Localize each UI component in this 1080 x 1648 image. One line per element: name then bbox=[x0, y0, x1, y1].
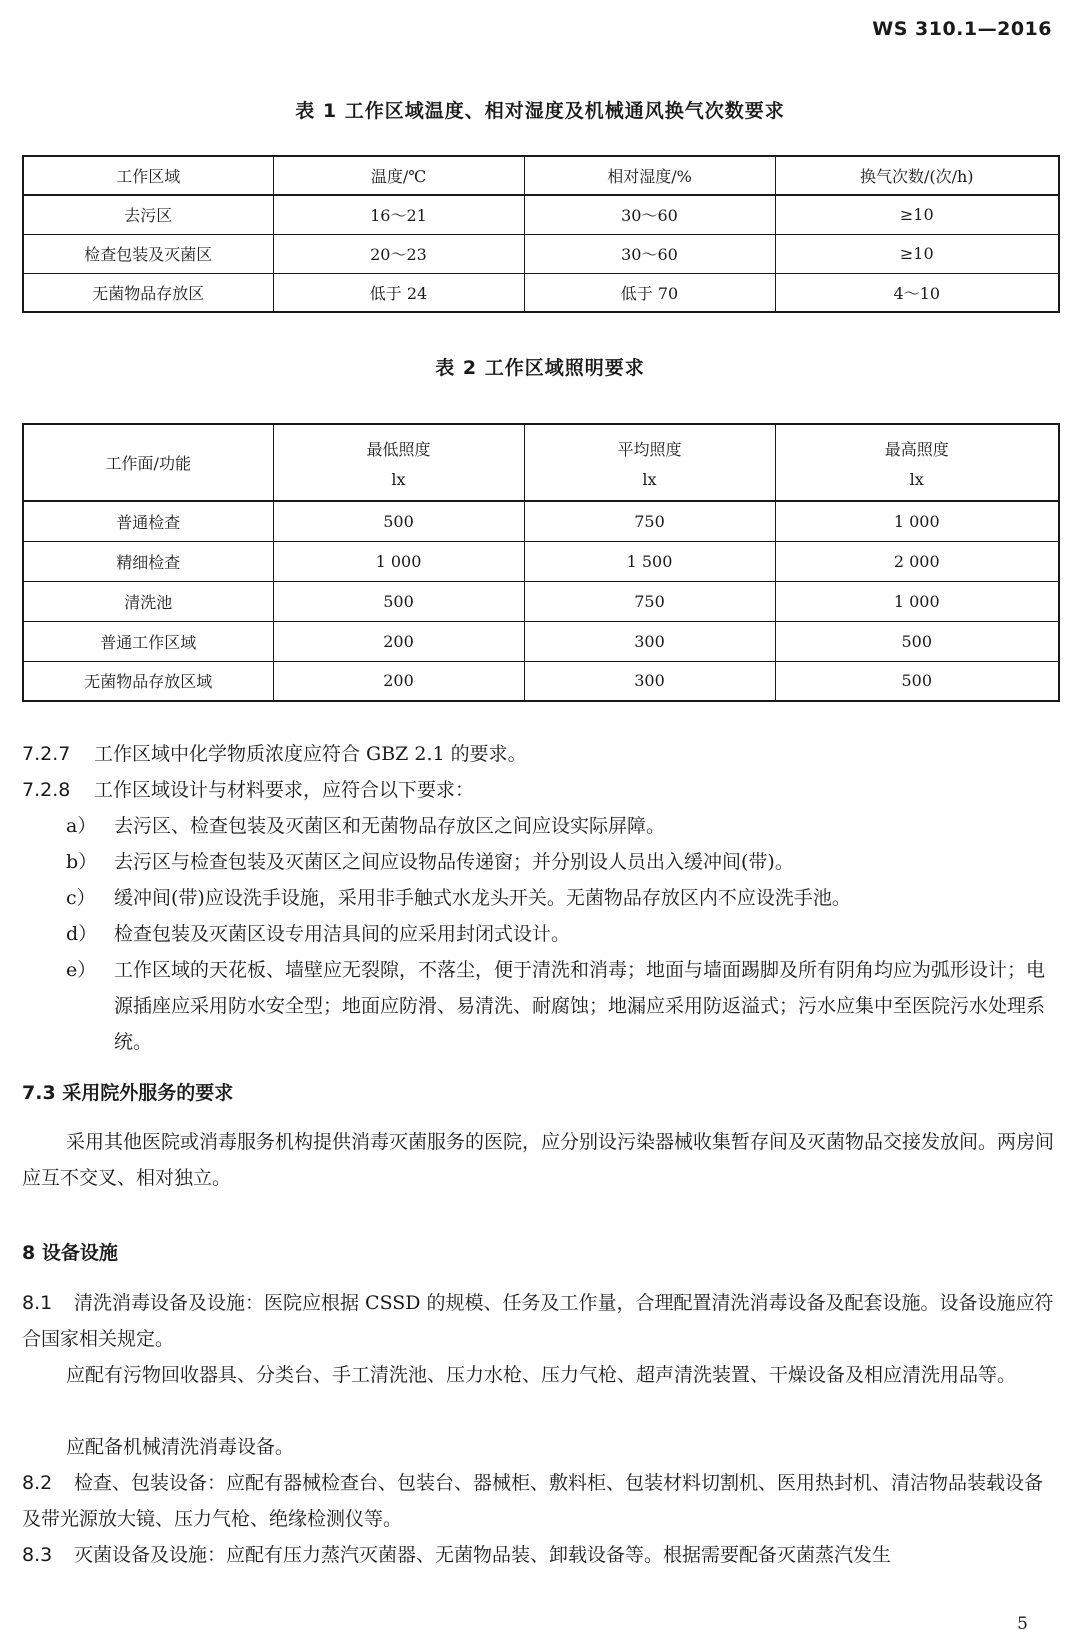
table-cell: 低于 24 bbox=[273, 273, 524, 312]
clause-8-1-para-2: 应配备机械清洗消毒设备。 bbox=[66, 1436, 295, 1458]
list-item-label: a） bbox=[66, 815, 97, 837]
table1 bbox=[22, 155, 1060, 313]
table-cell: 750 bbox=[524, 581, 775, 621]
clause-text: 工作区域中化学物质浓度应符合 GBZ 2.1 的要求。 bbox=[94, 743, 527, 765]
table-cell: 去污区 bbox=[23, 195, 273, 234]
table-cell: 500 bbox=[775, 621, 1059, 661]
table-cell: 200 bbox=[273, 661, 524, 701]
list-item-text: 缓冲间(带)应设洗手设施，采用非手触式水龙头开关。无菌物品存放区内不应设洗手池。 bbox=[114, 887, 851, 909]
table-header-cell: 工作区域 bbox=[23, 156, 273, 195]
table-header-cell bbox=[775, 424, 1059, 501]
table-cell: 200 bbox=[273, 621, 524, 661]
table-row bbox=[23, 273, 1059, 312]
section-8-title: 8 设备设施 bbox=[22, 1242, 118, 1264]
table-header-cell: 换气次数/(次/h) bbox=[775, 156, 1059, 195]
table-cell: 500 bbox=[273, 581, 524, 621]
header-unit: lx bbox=[642, 469, 657, 489]
table-cell: 检查包装及灭菌区 bbox=[23, 234, 273, 273]
clause-text: 检查、包装设备：应配有器械检查台、包装台、器械柜、敷料柜、包装材料切割机、医用热封机、清洁物品装载设备及带光源放大镜、压力气枪、绝缘检测仪等。 bbox=[22, 1472, 1044, 1530]
clause-number: 7.2.8 bbox=[22, 779, 71, 801]
table-cell: 清洗池 bbox=[23, 581, 273, 621]
section-7-3-title: 7.3 采用院外服务的要求 bbox=[22, 1082, 234, 1104]
table-cell: 20～23 bbox=[273, 234, 524, 273]
table2 bbox=[22, 423, 1060, 702]
section-7-3-body: 采用其他医院或消毒服务机构提供消毒灭菌服务的医院，应分别设污染器械收集暂存间及灭菌物品交接发放间。两房间应互不交叉、相对独立。 bbox=[22, 1131, 1055, 1189]
list-item-label: e） bbox=[66, 959, 97, 981]
list-item bbox=[66, 808, 1058, 844]
table-cell: 500 bbox=[273, 501, 524, 541]
clause-number: 8.3 bbox=[22, 1544, 53, 1566]
list-item bbox=[66, 844, 1058, 880]
clause-text: 清洗消毒设备及设施：医院应根据 CSSD 的规模、任务及工作量，合理配置清洗消毒设备及配套设施。设备设施应符合国家相关规定。 bbox=[22, 1292, 1054, 1350]
header-unit: lx bbox=[391, 469, 406, 489]
page-number: 5 bbox=[1017, 1614, 1028, 1634]
table1-caption: 表 1 工作区域温度、相对湿度及机械通风换气次数要求 bbox=[295, 100, 785, 122]
table-cell: 无菌物品存放区 bbox=[23, 273, 273, 312]
clause-7-2-7 bbox=[22, 736, 1058, 772]
list-item-label: c） bbox=[66, 887, 96, 909]
table-row bbox=[23, 621, 1059, 661]
list-item-text: 工作区域的天花板、墙壁应无裂隙，不落尘，便于清洗和消毒；地面与墙面踢脚及所有阴角均应为弧形设计；电源插座应采用防水安全型；地面应防滑、易清洗、耐腐蚀；地漏应采用防返溢式；污水应集中至医院污水处理系统。 bbox=[114, 959, 1046, 1053]
table-cell: 低于 70 bbox=[524, 273, 775, 312]
table-row bbox=[23, 195, 1059, 234]
clause-number: 8.1 bbox=[22, 1292, 53, 1314]
table-cell: 500 bbox=[775, 661, 1059, 701]
clause-number: 7.2.7 bbox=[22, 743, 71, 765]
table-cell: 30～60 bbox=[524, 234, 775, 273]
table-cell: 750 bbox=[524, 501, 775, 541]
list-item bbox=[66, 916, 1058, 952]
table-cell: 1 000 bbox=[775, 581, 1059, 621]
clause-8-3 bbox=[22, 1537, 1058, 1573]
clause-number: 8.2 bbox=[22, 1472, 53, 1494]
header-label: 平均照度 bbox=[617, 439, 682, 459]
document-code: WS 310.1—2016 bbox=[872, 18, 1052, 40]
clause-8-1-para-1: 应配有污物回收器具、分类台、手工清洗池、压力水枪、压力气枪、超声清洗装置、干燥设备及相应清洗用品等。 bbox=[66, 1364, 1017, 1386]
clause-text: 工作区域设计与材料要求，应符合以下要求： bbox=[94, 779, 475, 801]
list-item-label: d） bbox=[66, 923, 98, 945]
table-header-cell bbox=[524, 424, 775, 501]
list-item-text: 去污区、检查包装及灭菌区和无菌物品存放区之间应设实际屏障。 bbox=[114, 815, 666, 837]
table-cell: ≥10 bbox=[775, 195, 1059, 234]
table-cell: 1 000 bbox=[273, 541, 524, 581]
clause-8-2 bbox=[22, 1465, 1058, 1537]
table-cell: 1 500 bbox=[524, 541, 775, 581]
table-header-cell bbox=[273, 424, 524, 501]
table-row bbox=[23, 234, 1059, 273]
list-item-text: 去污区与检查包装及灭菌区之间应设物品传递窗；并分别设人员出入缓冲间(带)。 bbox=[114, 851, 794, 873]
table-cell: 300 bbox=[524, 621, 775, 661]
table-row bbox=[23, 661, 1059, 701]
table-cell: 300 bbox=[524, 661, 775, 701]
table-cell: 2 000 bbox=[775, 541, 1059, 581]
list-item bbox=[66, 952, 1058, 1060]
table-cell: 4～10 bbox=[775, 273, 1059, 312]
list-item-label: b） bbox=[66, 851, 98, 873]
table2-caption: 表 2 工作区域照明要求 bbox=[435, 357, 645, 379]
table-header-row bbox=[23, 424, 1059, 501]
clause-8-1 bbox=[22, 1285, 1058, 1357]
list-item-text: 检查包装及灭菌区设专用洁具间的应采用封闭式设计。 bbox=[114, 923, 571, 945]
table-cell: 无菌物品存放区域 bbox=[23, 661, 273, 701]
header-label: 最高照度 bbox=[884, 439, 949, 459]
table-header-cell: 温度/℃ bbox=[273, 156, 524, 195]
table-header-row bbox=[23, 156, 1059, 195]
table-header-cell bbox=[23, 424, 273, 501]
table-row bbox=[23, 541, 1059, 581]
clause-text: 灭菌设备及设施：应配有压力蒸汽灭菌器、无菌物品装、卸载设备等。根据需要配备灭菌蒸汽发生 bbox=[74, 1544, 892, 1566]
clause-7-2-8 bbox=[22, 772, 1058, 808]
table-cell: 精细检查 bbox=[23, 541, 273, 581]
list-item bbox=[66, 880, 1058, 916]
header-label: 最低照度 bbox=[366, 439, 431, 459]
header-unit: lx bbox=[909, 469, 924, 489]
table-row bbox=[23, 581, 1059, 621]
table-cell: 普通检查 bbox=[23, 501, 273, 541]
table-cell: ≥10 bbox=[775, 234, 1059, 273]
table-cell: 1 000 bbox=[775, 501, 1059, 541]
table-cell: 30～60 bbox=[524, 195, 775, 234]
table-header-cell: 相对湿度/% bbox=[524, 156, 775, 195]
table-row bbox=[23, 501, 1059, 541]
table-cell: 普通工作区域 bbox=[23, 621, 273, 661]
table-cell: 16～21 bbox=[273, 195, 524, 234]
header-label: 工作面/功能 bbox=[105, 454, 191, 473]
